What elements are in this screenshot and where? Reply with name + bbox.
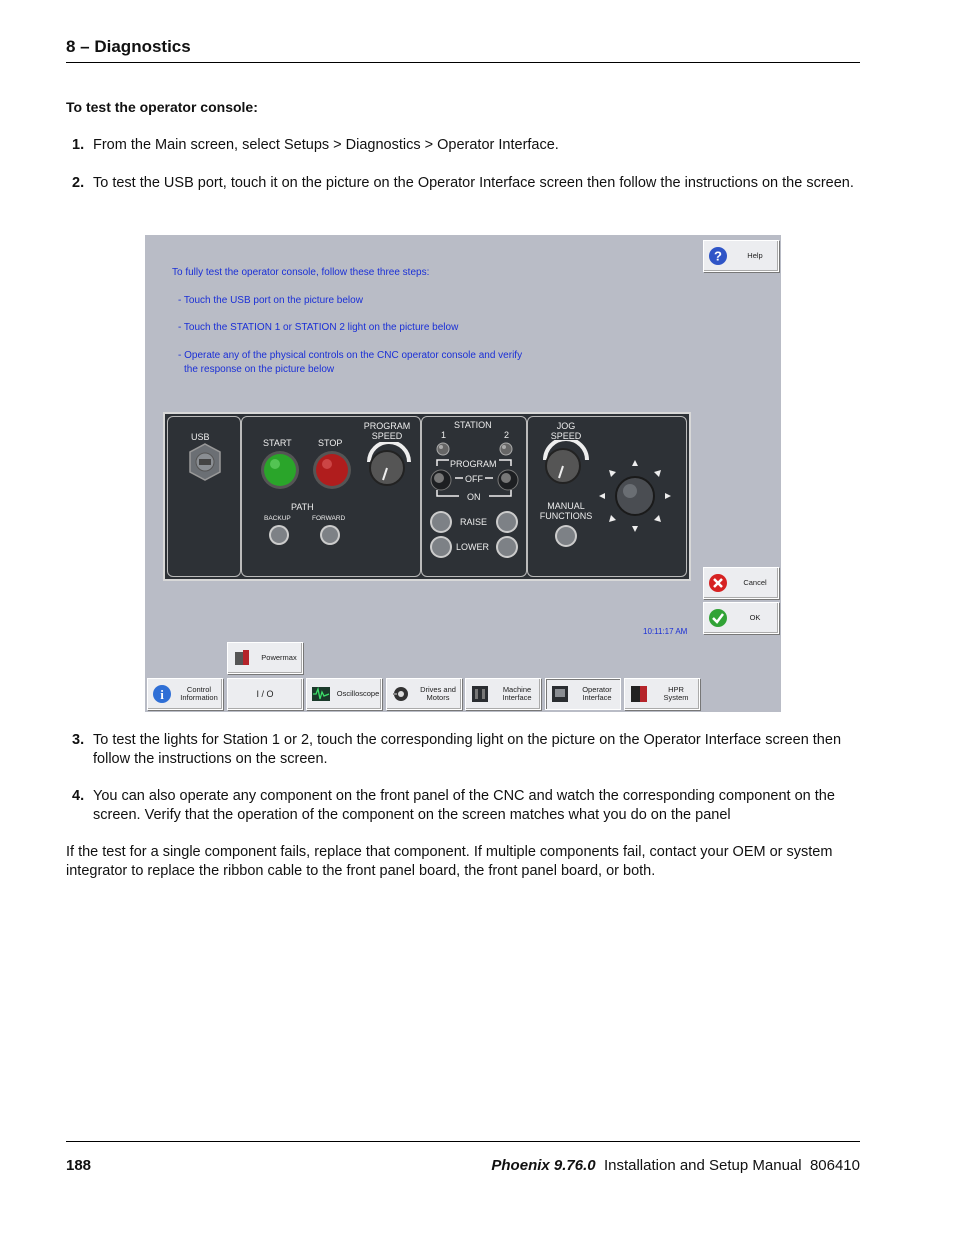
- softkey-label: Oscilloscope: [336, 689, 380, 698]
- footer-title: [491, 1157, 860, 1174]
- lower-label: LOWER: [456, 542, 490, 552]
- station-1-lower-button[interactable]: [429, 535, 453, 559]
- step-number: 3.: [72, 732, 85, 748]
- softkey-label: HPR System: [663, 685, 689, 702]
- jog-joystick[interactable]: [597, 458, 673, 534]
- backup-button[interactable]: [268, 524, 290, 546]
- step-text: From the Main screen, select Setups > Diagnostics > Operator Interface.: [93, 137, 559, 153]
- closing-paragraph: If the test for a single component fails, replace that component. If multiple components fail, contact your OEM or system integrator to replace the ribbon cable to the front panel board, the front panel board, or both.: [66, 844, 833, 879]
- usb-port-icon[interactable]: [187, 442, 223, 482]
- softkey-control-information[interactable]: [147, 678, 223, 710]
- station-2-program-switch[interactable]: [496, 468, 520, 492]
- on-label: ON: [467, 492, 481, 502]
- hpr-system-icon: [629, 684, 649, 704]
- softkey-label: Machine Interface: [502, 685, 532, 702]
- header-rule: [66, 62, 860, 63]
- step-2: [66, 174, 860, 193]
- instruction-line: - Operate any of the physical controls on the CNC operator console and verify: [178, 350, 523, 361]
- footer-rule: [66, 1141, 860, 1142]
- step-text: You can also operate any component on the front panel of the CNC and watch the corresponding component on the screen. Verify that the operation of the component on the screen matches what you do on the panel: [93, 788, 835, 823]
- softkey-label: Drives and Motors: [420, 685, 456, 702]
- softkey-drives-and-motors[interactable]: [386, 678, 462, 710]
- softkey-oscilloscope[interactable]: [306, 678, 382, 710]
- station-2-raise-button[interactable]: [495, 510, 519, 534]
- station-label: STATION: [454, 420, 492, 430]
- station-1-raise-button[interactable]: [429, 510, 453, 534]
- part-number: 806410: [809, 1157, 860, 1174]
- program-speed-knob[interactable]: [363, 442, 415, 488]
- powermax-icon: [232, 648, 252, 668]
- step-number: 1.: [72, 137, 85, 153]
- instruction-heading: To fully test the operator console, follow these three steps:: [172, 267, 430, 278]
- procedure-title: To test the operator console:: [66, 99, 258, 115]
- jog-speed-label: JOG SPEED: [550, 421, 582, 441]
- usb-label: USB: [191, 432, 210, 442]
- help-button[interactable]: [703, 240, 779, 272]
- operator-console-panel: [163, 412, 691, 581]
- cancel-label: Cancel: [743, 578, 767, 587]
- cancel-button[interactable]: [703, 567, 779, 599]
- help-icon: [708, 246, 728, 266]
- station-2-label: 2: [504, 430, 510, 440]
- info-icon: [152, 684, 172, 704]
- softkey-label: Operator Interface: [582, 685, 612, 702]
- check-icon: [708, 608, 728, 628]
- cancel-icon: [708, 573, 728, 593]
- start-label: START: [263, 438, 292, 448]
- off-label: OFF: [465, 474, 483, 484]
- svg-text:?: ?: [714, 248, 722, 264]
- manual-functions-button[interactable]: [554, 524, 578, 548]
- page-number: 188: [66, 1157, 92, 1174]
- forward-label: FORWARD: [312, 515, 346, 522]
- step-text: To test the lights for Station 1 or 2, touch the corresponding light on the picture on the Operator Interface screen then follow the instructions on the screen.: [93, 732, 842, 767]
- softkey-hpr-system[interactable]: [624, 678, 700, 710]
- softkey-label: I / O: [256, 689, 274, 699]
- manual-title: Installation and Setup Manual: [603, 1157, 802, 1174]
- jog-speed-knob[interactable]: [539, 440, 593, 486]
- powermax-button[interactable]: [227, 642, 303, 674]
- stop-button[interactable]: [312, 450, 352, 490]
- station-2-lower-button[interactable]: [495, 535, 519, 559]
- step-1: [66, 136, 860, 155]
- manual-functions-label: MANUAL FUNCTIONS: [539, 501, 593, 521]
- softkey-label: Control Information: [180, 685, 218, 702]
- step-number: 4.: [72, 788, 85, 804]
- raise-label: RAISE: [460, 517, 488, 527]
- step-4: [66, 787, 860, 825]
- instruction-line: - Touch the STATION 1 or STATION 2 light on the picture below: [178, 322, 459, 333]
- instruction-line: the response on the picture below: [184, 364, 335, 375]
- svg-text:i: i: [160, 687, 164, 702]
- ok-button[interactable]: [703, 602, 779, 634]
- softkey-machine-interface[interactable]: [465, 678, 541, 710]
- chapter-header: 8 – Diagnostics: [66, 37, 191, 56]
- program-speed-label: PROGRAM SPEED: [363, 421, 411, 441]
- stop-label: STOP: [318, 438, 343, 448]
- station-1-program-switch[interactable]: [429, 468, 453, 492]
- powermax-label: Powermax: [261, 653, 297, 662]
- help-label: Help: [747, 251, 763, 260]
- step-text: To test the USB port, touch it on the picture on the Operator Interface screen then follow the instructions on the screen.: [93, 175, 854, 191]
- ok-label: OK: [749, 613, 761, 622]
- oscilloscope-icon: [311, 684, 331, 704]
- forward-button[interactable]: [319, 524, 341, 546]
- start-button[interactable]: [260, 450, 300, 490]
- operator-interface-screenshot: [145, 235, 781, 712]
- operator-interface-icon: [550, 684, 570, 704]
- station-1-label: 1: [441, 430, 447, 440]
- step-3: [66, 731, 860, 769]
- softkey-io[interactable]: [227, 678, 303, 710]
- motor-icon: [391, 684, 411, 704]
- product-name: Phoenix 9.76.0: [491, 1157, 596, 1174]
- program-label: PROGRAM: [450, 459, 497, 469]
- backup-label: BACKUP: [264, 515, 291, 522]
- clock: 10:11:17 AM: [643, 627, 688, 636]
- path-label: PATH: [291, 502, 314, 512]
- machine-interface-icon: [470, 684, 490, 704]
- instruction-line: - Touch the USB port on the picture below: [178, 295, 363, 306]
- softkey-operator-interface[interactable]: [545, 678, 621, 710]
- step-number: 2.: [72, 175, 85, 191]
